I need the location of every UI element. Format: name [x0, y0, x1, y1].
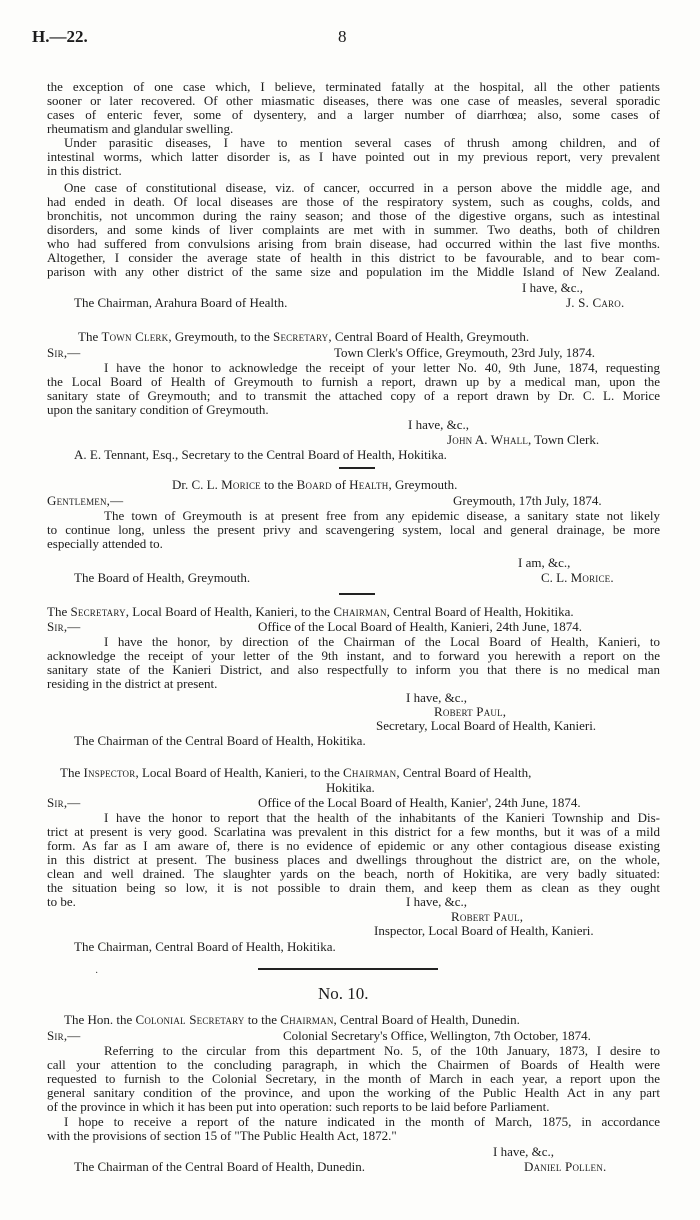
- salutation: Sir,—: [47, 795, 81, 810]
- body-line: sanitary state of the Kanieri District, and also respectfully to inform you that there is no medical man: [47, 662, 660, 677]
- closing: I have, &c.,: [493, 1144, 555, 1159]
- body-line: sanitary state of Greymouth; and to transmit the attached copy of a report drawn by Dr. C. L. Morice: [47, 388, 660, 403]
- body-line: sooner or later recovered. Of other miasmatic diseases, there was one case of measles, several sporadic: [47, 93, 660, 108]
- letter-heading-continued: Hokitika.: [326, 780, 375, 795]
- body-line: had ended in death. Of local diseases are those of the respiratory system, such as coughs, colds, and: [47, 194, 660, 209]
- salutation: Sir,—: [47, 619, 81, 634]
- body-line: the Local Board of Health of Greymouth to furnish a report, drawn up by a medical man, upon the: [47, 374, 660, 389]
- salutation: Sir,—: [47, 345, 81, 360]
- body-line: requested to furnish to the Colonial Secretary, in the month of March in each year, a report upon the: [47, 1071, 660, 1086]
- place-date: Office of the Local Board of Health, Kanier', 24th June, 1874.: [258, 795, 581, 810]
- signature: Robert Paul,: [434, 704, 507, 719]
- closing: I have, &c.,: [522, 280, 584, 295]
- body-line: Referring to the circular from this department No. 5, of the 10th January, 1873, I desire to: [104, 1043, 660, 1058]
- body-line: who had suffered from convulsions arising from brain disease, had occurred within the last five months.: [47, 236, 660, 251]
- body-line: rheumatism and glandular swelling.: [47, 121, 234, 136]
- salutation: Sir,—: [47, 1028, 81, 1043]
- body-line: clean and well drained. The slaughter yards on the beach, north of Hokitika, are very badly situated:: [47, 866, 660, 881]
- body-line: I hope to receive a report of the nature indicated in the month of March, 1875, in accordance: [64, 1114, 660, 1129]
- closing: I am, &c.,: [518, 555, 571, 570]
- body-line: disorders, and some kinds of liver complaints are met with in summer. Two deaths, both of children: [47, 222, 660, 237]
- salutation: Gentlemen,—: [47, 493, 124, 508]
- body-line: to be.: [47, 894, 76, 909]
- place-date: Office of the Local Board of Health, Kanieri, 24th June, 1874.: [258, 619, 582, 634]
- body-line: intestinal worms, which latter disorder is, as I have pointed out in my previous report, very prevalent: [47, 149, 660, 164]
- body-line: general sanitary condition of the province, and upon the working of the Public Health Act in any part: [47, 1085, 660, 1100]
- body-line: to continue long, unless the present privy and scavengering system, local and general drainage, be more: [47, 522, 660, 537]
- body-line: form. As far as I am aware of, there is no evidence of epidemic or any other contagious disease existing: [47, 838, 660, 853]
- body-line: in this district.: [47, 163, 122, 178]
- body-line: The town of Greymouth is at present free from any epidemic disease, a sanitary state not likely: [104, 508, 660, 523]
- letter-heading: Dr. C. L. Morice to the Board of Health, Greymouth.: [172, 477, 458, 492]
- letter-heading: The Hon. the Colonial Secretary to the Chairman, Central Board of Health, Dunedin.: [64, 1012, 520, 1027]
- signature: Daniel Pollen.: [524, 1159, 607, 1174]
- stray-mark: ·: [95, 968, 99, 979]
- addressee: The Chairman, Central Board of Health, Hokitika.: [74, 939, 336, 954]
- body-line: the exception of one case which, I believe, terminated fatally at the hospital, all the other patients: [47, 79, 660, 94]
- addressee: The Chairman of the Central Board of Health, Hokitika.: [74, 733, 366, 748]
- body-line: I have the honor, by direction of the Chairman of the Local Board of Health, Kanieri, to: [104, 634, 660, 649]
- closing: I have, &c.,: [406, 690, 468, 705]
- letter-heading: The Town Clerk, Greymouth, to the Secretary, Central Board of Health, Greymouth.: [78, 329, 530, 344]
- body-line: Altogether, I consider the average state of health in this district to be favourable, and to bear com-: [47, 250, 660, 265]
- body-line: of the province in which it has been put into operation: such reports to be laid before Parliament.: [47, 1099, 550, 1114]
- signature: J. S. Caro.: [566, 295, 625, 310]
- body-line: upon the sanitary condition of Greymouth.: [47, 402, 269, 417]
- closing: I have, &c.,: [406, 894, 468, 909]
- section-divider: [339, 593, 375, 595]
- body-line: in this district at present. The business places and dwellings throughout the district are, on the whole,: [47, 852, 660, 867]
- addressee: A. E. Tennant, Esq., Secretary to the Central Board of Health, Hokitika.: [74, 447, 447, 462]
- section-number: No. 10.: [318, 984, 369, 1003]
- page-number: 8: [338, 27, 347, 46]
- body-line: bronchitis, not uncommon during the rainy season; and those of the digestive organs, such as intestinal: [47, 208, 660, 223]
- place-date: Colonial Secretary's Office, Wellington, 7th October, 1874.: [283, 1028, 591, 1043]
- signature-title: Secretary, Local Board of Health, Kanieri.: [376, 718, 597, 733]
- signature-title: Inspector, Local Board of Health, Kanieri.: [374, 923, 594, 938]
- letter-heading: The Inspector, Local Board of Health, Kanieri, to the Chairman, Central Board of Health,: [60, 765, 532, 780]
- body-line: trict at present is very good. Scarlatina was prevalent in this district for a few months, but it was of a mild: [47, 824, 660, 839]
- body-line: Under parasitic diseases, I have to mention several cases of thrush among children, and of: [64, 135, 660, 150]
- section-divider: [258, 968, 438, 970]
- addressee: The Board of Health, Greymouth.: [74, 570, 251, 585]
- addressee: The Chairman, Arahura Board of Health.: [74, 295, 288, 310]
- signature: C. L. Morice.: [541, 570, 614, 585]
- place-date: Town Clerk's Office, Greymouth, 23rd July, 1874.: [334, 345, 596, 360]
- body-line: the situation being so low, it is not possible to drain them, and keep them as clean as they ought: [47, 880, 660, 895]
- letter-heading: The Secretary, Local Board of Health, Kanieri, to the Chairman, Central Board of Health, Hokitika.: [47, 604, 574, 619]
- document-reference: H.—22.: [32, 27, 88, 46]
- section-divider: [339, 467, 375, 469]
- addressee: The Chairman of the Central Board of Health, Dunedin.: [74, 1159, 365, 1174]
- body-line: residing in the district at present.: [47, 676, 218, 691]
- body-line: acknowledge the receipt of your letter of the 9th instant, and to forward you herewith a report on the: [47, 648, 660, 663]
- body-line: parison with any other district of the same size and population im the Middle Island of New Zealand.: [47, 264, 660, 279]
- body-line: One case of constitutional disease, viz. of cancer, occurred in a person above the middle age, and: [64, 180, 660, 195]
- signature: John A. Whall, Town Clerk.: [447, 432, 600, 447]
- body-line: I have the honor to acknowledge the receipt of your letter No. 40, 9th June, 1874, requesting: [104, 360, 660, 375]
- closing: I have, &c.,: [408, 417, 470, 432]
- body-line: especially attended to.: [47, 536, 163, 551]
- place-date: Greymouth, 17th July, 1874.: [453, 493, 602, 508]
- body-line: call your attention to the concluding paragraph, in which the Chairmen of Boards of Health were: [47, 1057, 660, 1072]
- body-line: I have the honor to report that the health of the inhabitants of the Kanieri Township and Dis-: [104, 810, 660, 825]
- body-line: with the provisions of section 15 of "The Public Health Act, 1872.": [47, 1128, 397, 1143]
- signature: Robert Paul,: [451, 909, 524, 924]
- body-line: cases of enteric fever, some of dysentery, and a larger number of diarrhœa; also, some cases of: [47, 107, 660, 122]
